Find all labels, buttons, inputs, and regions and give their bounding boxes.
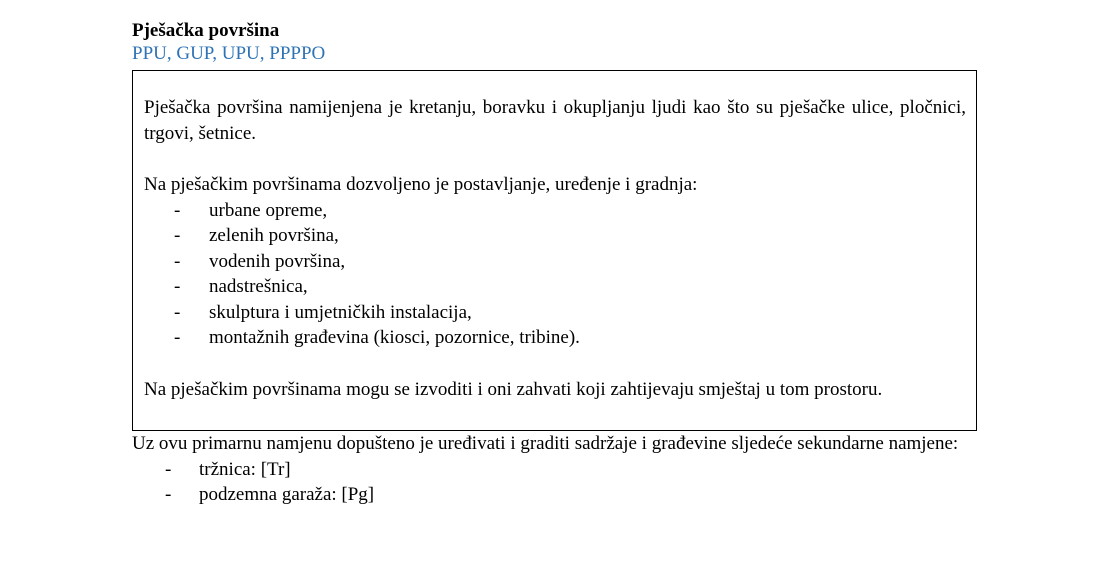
list-item — [174, 223, 966, 249]
list-item-text: urbane opreme, — [209, 199, 328, 221]
dash-bullet: - — [174, 276, 181, 297]
section-title: Pješačka površina — [132, 20, 280, 41]
list-item — [174, 274, 966, 300]
list-item — [174, 325, 966, 351]
dash-bullet: - — [174, 199, 181, 221]
closing-paragraph: Na pješačkim površinama mogu se izvoditi i oni zahvati koji zahtijevaju smještaj u tom prostoru. — [144, 378, 883, 400]
dash-bullet: - — [174, 250, 181, 272]
secondary-use-paragraph: Uz ovu primarnu namjenu dopušteno je uređivati i graditi sadržaje i građevine sljedeće sekundarne namjene: — [132, 433, 959, 454]
list-item-text: podzemna garaža: [Pg] — [199, 484, 375, 505]
list-item — [165, 457, 1012, 483]
dash-bullet: - — [174, 301, 181, 323]
dash-bullet: - — [165, 484, 172, 505]
paragraph-gap — [144, 351, 966, 377]
intro-paragraph: Pješačka površina namijenjena je kretanju, boravku i okupljanju ljudi kao što su pješačke ulice, pločnici, trgovi, šetnice. — [144, 97, 966, 144]
list-item — [174, 198, 966, 224]
list-item-text: montažnih građevina (kiosci, pozornice, tribine). — [209, 327, 580, 348]
dash-bullet: - — [174, 225, 181, 246]
allowed-list — [144, 198, 966, 351]
list-item-text: vodenih površina, — [209, 250, 346, 272]
allowed-intro-paragraph: Na pješačkim površinama dozvoljeno je postavljanje, uređenje i gradnja: — [144, 174, 698, 195]
secondary-use-list — [132, 457, 1012, 508]
dash-bullet: - — [174, 327, 181, 348]
list-item-text: tržnica: [Tr] — [199, 458, 291, 480]
document-page — [132, 19, 1012, 508]
dash-bullet: - — [165, 458, 172, 480]
list-item — [165, 482, 1012, 508]
plan-types-subtitle: PPU, GUP, UPU, PPPPO — [132, 43, 326, 64]
paragraph-gap — [144, 146, 966, 172]
list-item — [174, 300, 966, 326]
list-item-text: skulptura i umjetničkih instalacija, — [209, 301, 472, 323]
definition-box — [132, 70, 977, 431]
list-item — [174, 249, 966, 275]
list-item-text: nadstrešnica, — [209, 276, 308, 297]
list-item-text: zelenih površina, — [209, 225, 339, 246]
